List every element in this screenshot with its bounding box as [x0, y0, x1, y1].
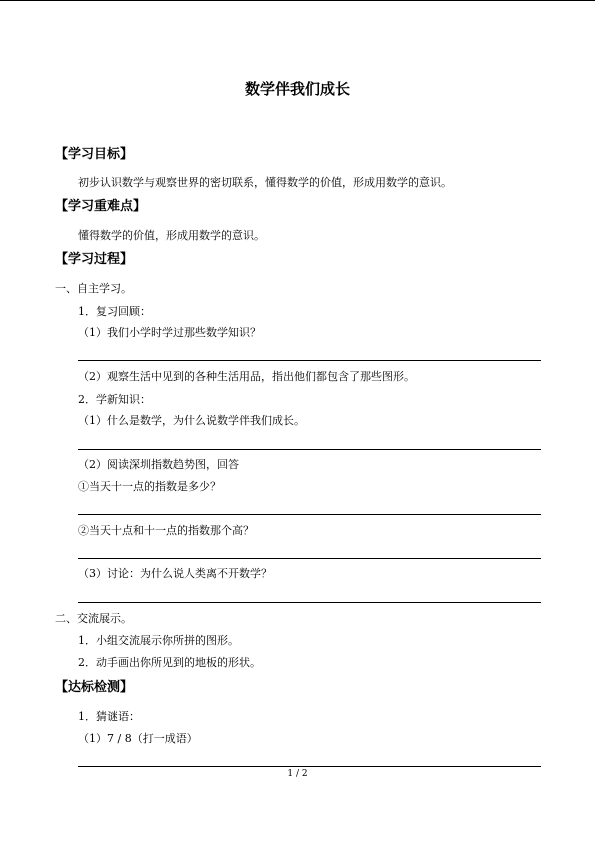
answer-line [78, 558, 541, 559]
question-5: （3）讨论：为什么说人类离不开数学？ [78, 567, 272, 580]
goal-text: 初步认识数学与观察世界的密切联系，懂得数学的价值，形成用数学的意识。 [78, 176, 452, 189]
test-heading: 【达标检测】 [55, 680, 134, 695]
question-4b: ②当天十点和十一点的指数那个高？ [78, 524, 254, 537]
exchange-item-2: 2．动手画出你所见到的地板的形状。 [78, 656, 261, 669]
answer-line [78, 514, 541, 515]
top-border-line [0, 0, 595, 1]
key-points-text: 懂得数学的价值，形成用数学的意识。 [78, 229, 265, 242]
goal-heading: 【学习目标】 [55, 147, 134, 162]
review-item: 1．复习回顾： [78, 305, 151, 318]
page-title: 数学伴我们成长 [244, 80, 350, 98]
riddle-item: 1．猜谜语： [78, 710, 140, 723]
page-number: 1 / 2 [287, 769, 308, 779]
answer-line [78, 602, 541, 603]
answer-line [78, 449, 541, 450]
answer-line [78, 360, 541, 361]
question-2: （2）观察生活中见到的各种生活用品，指出他们都包含了那些图形。 [78, 370, 415, 383]
process-heading: 【学习过程】 [55, 252, 134, 267]
question-3: （1）什么是数学，为什么说数学伴我们成长。 [78, 414, 305, 427]
question-1: （1）我们小学时学过那些数学知识？ [78, 326, 261, 339]
riddle-question: （1）7 / 8（打一成语） [78, 732, 198, 745]
section-exchange: 二、交流展示。 [55, 612, 132, 625]
exchange-item-1: 1．小组交流展示你所拼的图形。 [78, 634, 239, 647]
answer-line [78, 766, 541, 767]
section-self-study: 一、自主学习。 [55, 282, 132, 295]
question-4: （2）阅读深圳指数趋势图，回答 [78, 458, 239, 471]
key-points-heading: 【学习重难点】 [55, 199, 147, 214]
question-4a: ①当天十一点的指数是多少？ [78, 480, 221, 493]
new-knowledge-item: 2．学新知识： [78, 393, 151, 406]
